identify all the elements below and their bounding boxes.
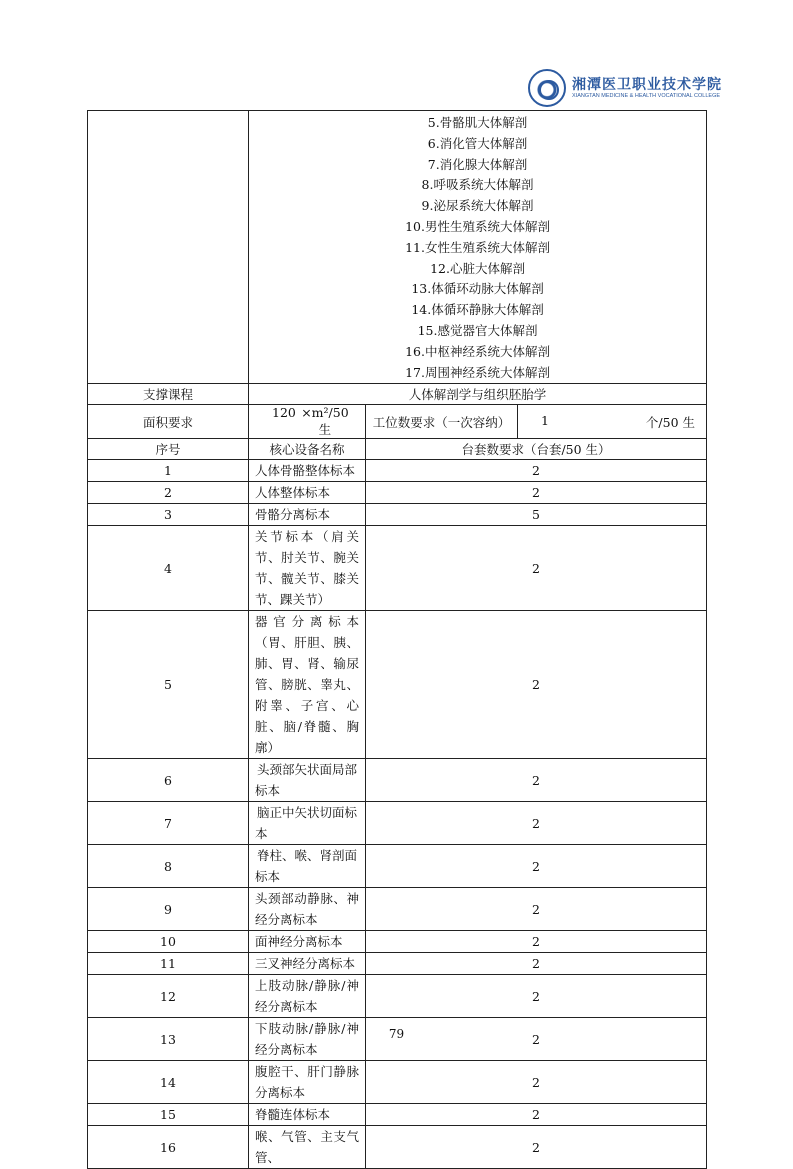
equipment-qty: 2 [366,1061,707,1104]
equipment-name: 脊髓连体标本 [249,1104,366,1126]
equipment-qty: 2 [366,611,707,759]
equipment-name: 上肢动脉/静脉/神经分离标本 [249,975,366,1018]
table-row [88,611,707,759]
equipment-name: 面神经分离标本 [249,931,366,953]
equipment-qty: 2 [366,526,707,611]
equipment-name: 人体整体标本 [249,482,366,504]
equipment-table [87,110,707,1169]
row-number: 10 [88,931,249,953]
equipment-name: 脊柱、喉、肾剖面标本 [249,845,366,888]
area-unit: ×m²/50 生 [301,405,349,438]
training-items-row [88,111,707,384]
row-number: 16 [88,1126,249,1169]
table-row [88,1104,707,1126]
training-item: 17.周围神经系统大体解剖 [405,364,550,380]
equipment-name: 关节标本（肩关节、肘关节、腕关节、髋关节、膝关节、踝关节） [249,526,366,611]
table-row [88,845,707,888]
training-item: 15.感觉器官大体解剖 [417,322,538,338]
equipment-qty: 2 [366,975,707,1018]
equipment-name: 喉、气管、主支气管、 [249,1126,366,1169]
equipment-name: 腹腔干、肝门静脉分离标本 [249,1061,366,1104]
training-item: 12.心脏大体解剖 [430,260,525,276]
table-row [88,759,707,802]
row-number: 15 [88,1104,249,1126]
training-item: 13.体循环动脉大体解剖 [411,281,544,297]
equipment-qty: 2 [366,802,707,845]
row-number: 2 [88,482,249,504]
training-item: 11.女性生殖系统大体解剖 [405,239,550,255]
row-number: 4 [88,526,249,611]
row-number: 11 [88,953,249,975]
station-number: 1 [541,412,549,428]
table-row [88,953,707,975]
area-number: 120 [272,405,296,421]
equipment-qty: 5 [366,504,707,526]
table-row [88,504,707,526]
column-header-name: 核心设备名称 [249,439,366,460]
equipment-name: 头颈部动静脉、神经分离标本 [249,888,366,931]
table-row [88,482,707,504]
training-item: 16.中枢神经系统大体解剖 [405,343,550,359]
support-course-row [88,384,707,405]
training-items-blank-cell [88,111,249,384]
row-number: 7 [88,802,249,845]
equipment-qty: 2 [366,460,707,482]
area-label: 面积要求 [88,405,249,439]
training-item: 14.体循环静脉大体解剖 [411,302,544,318]
college-seal-icon [528,69,566,107]
station-unit: 个/50 生 [645,414,696,430]
training-item: 10.男性生殖系统大体解剖 [405,218,550,234]
logo-english-name: XIANGTAN MEDICINE & HEALTH VOCATIONAL COLLEGE [572,92,721,99]
row-number: 5 [88,611,249,759]
row-number: 12 [88,975,249,1018]
equipment-qty: 2 [366,931,707,953]
training-item: 8.呼吸系统大体解剖 [421,177,534,193]
equipment-qty: 2 [366,1104,707,1126]
table-row [88,802,707,845]
row-number: 8 [88,845,249,888]
equipment-qty: 2 [366,888,707,931]
equipment-qty: 2 [366,482,707,504]
area-row [88,405,707,439]
table-row [88,931,707,953]
equipment-name: 人体骨骼整体标本 [249,460,366,482]
training-item: 5.骨骼肌大体解剖 [427,115,528,130]
table-row [88,975,707,1018]
row-number: 14 [88,1061,249,1104]
column-header-index: 序号 [88,439,249,460]
equipment-name: 脑正中矢状切面标本 [249,802,366,845]
table-row [88,1126,707,1169]
table-row [88,888,707,931]
equipment-name: 下肢动脉/静脉/神经分离标本 [249,1018,366,1061]
equipment-name: 头颈部矢状面局部标本 [249,759,366,802]
equipment-name: 骨骼分离标本 [249,504,366,526]
row-number: 3 [88,504,249,526]
area-value [249,405,366,439]
table-row [88,526,707,611]
training-item: 7.消化腺大体解剖 [427,156,528,172]
table-row [88,1061,707,1104]
station-label: 工位数要求（一次容纳） [366,405,518,439]
equipment-name: 三叉神经分离标本 [249,953,366,975]
training-item: 9.泌尿系统大体解剖 [421,198,534,214]
row-number: 1 [88,460,249,482]
row-number: 6 [88,759,249,802]
table-row [88,460,707,482]
row-number: 9 [88,888,249,931]
page-number: 79 [388,1027,405,1041]
logo-chinese-name: 湘潭医卫职业技术学院 [572,76,722,93]
support-course-value: 人体解剖学与组织胚胎学 [249,384,707,405]
college-logo [528,68,724,108]
row-number: 13 [88,1018,249,1061]
header-row [88,439,707,460]
support-course-label: 支撑课程 [88,384,249,405]
column-header-qty: 台套数要求（台套/50 生） [366,439,707,460]
training-items-cell [249,111,707,384]
training-item: 6.消化管大体解剖 [427,135,528,151]
station-value [518,405,707,439]
equipment-name: 器官分离标本（胃、肝胆、胰、肺、胃、肾、输尿管、膀胱、睾丸、附睾、子宫、心脏、脑/脊髓、胸廓） [249,611,366,759]
equipment-qty: 2 [366,845,707,888]
equipment-qty: 2 [366,759,707,802]
equipment-qty: 2 [366,1126,707,1169]
equipment-qty: 2 [366,1018,707,1061]
equipment-qty: 2 [366,953,707,975]
